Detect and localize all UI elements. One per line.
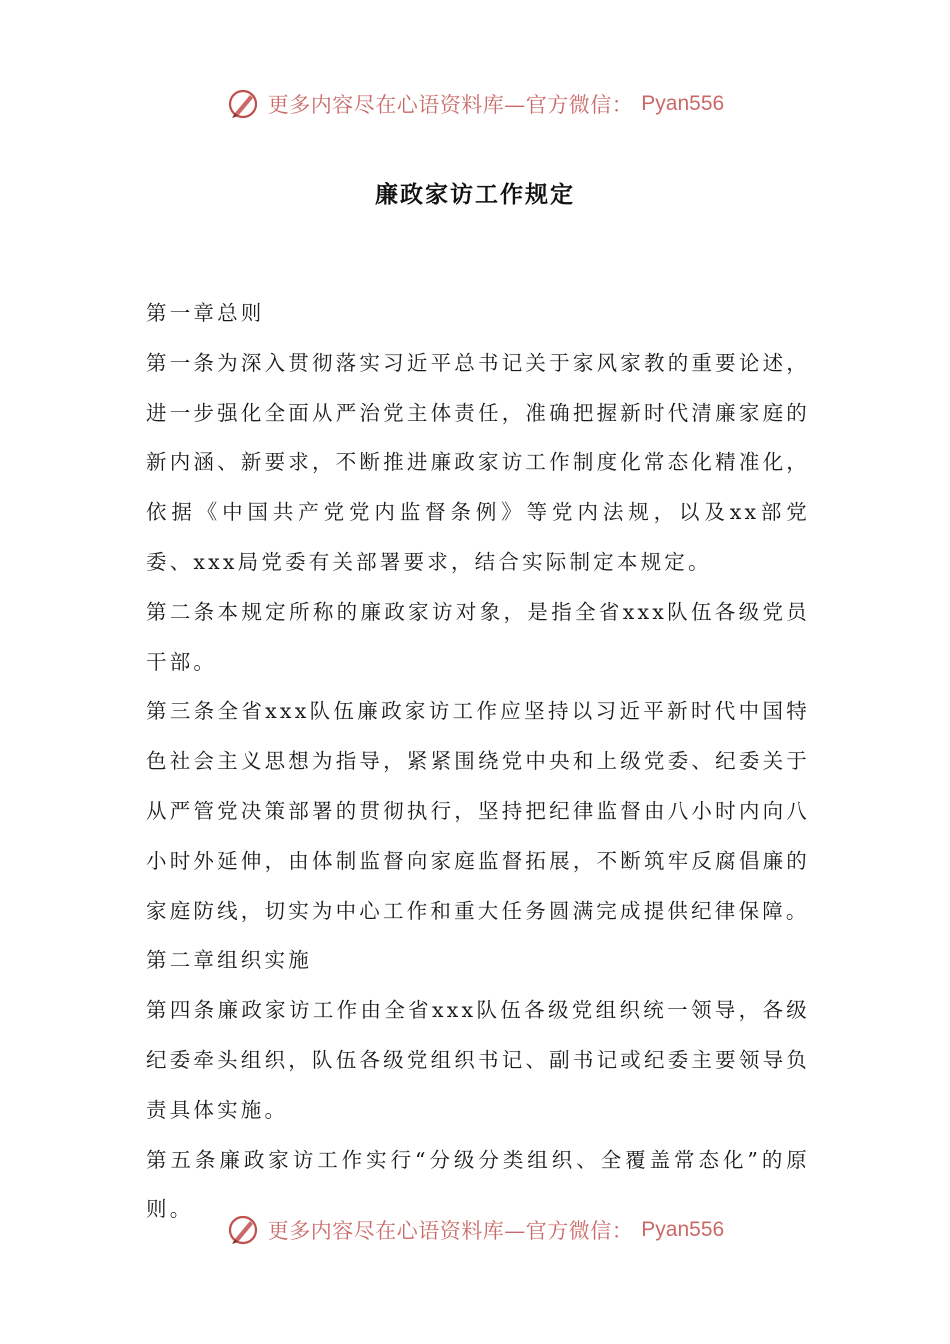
article-paragraph: 第一条为深入贯彻落实习近平总书记关于家风家教的重要论述，进一步强化全面从严治党主体责任，准确把握新时代清廉家庭的新内涵、新要求，不断推进廉政家访工作制度化常态化精准化，依据《中国共产党党内监督条例》等党内法规，以及xx部党委、xxx局党委有关部署要求，结合实际制定本规定。 <box>146 350 810 574</box>
watermark-wechat-id: Pyan556 <box>641 1218 725 1241</box>
watermark-banner-top <box>0 82 950 126</box>
watermark-banner-bottom <box>0 1208 950 1252</box>
article-paragraph: 第五条廉政家访工作实行“分级分类组织、全覆盖常态化”的原则。 <box>146 1147 810 1222</box>
chapter-heading: 第一章总则 <box>146 301 265 325</box>
pen-logo-icon <box>226 1213 260 1247</box>
chapter-heading: 第二章组织实施 <box>146 948 312 973</box>
watermark-text: 更多内容尽在心语资料库—官方微信： <box>267 1219 634 1243</box>
document-title: 廉政家访工作规定 <box>375 182 575 208</box>
watermark-text: 更多内容尽在心语资料库—官方微信： <box>267 93 634 117</box>
article-paragraph: 第三条全省xxx队伍廉政家访工作应坚持以习近平新时代中国特色社会主义思想为指导，紧紧围绕党中央和上级党委、纪委关于从严管党决策部署的贯彻执行，坚持把纪律监督由八小时内向八小时外延伸，由体制监督向家庭监督拓展，不断筑牢反腐倡廉的家庭防线，切实为中心工作和重大任务圆满完成提供纪律保障。 <box>146 699 810 923</box>
pen-logo-icon <box>226 87 260 121</box>
article-paragraph: 第二条本规定所称的廉政家访对象，是指全省xxx队伍各级党员干部。 <box>146 599 810 674</box>
watermark-wechat-id: Pyan556 <box>641 92 725 115</box>
article-paragraph: 第四条廉政家访工作由全省xxx队伍各级党组织统一领导，各级纪委牵头组织，队伍各级党组织书记、副书记或纪委主要领导负责具体实施。 <box>146 998 810 1122</box>
document-body <box>146 289 810 1235</box>
